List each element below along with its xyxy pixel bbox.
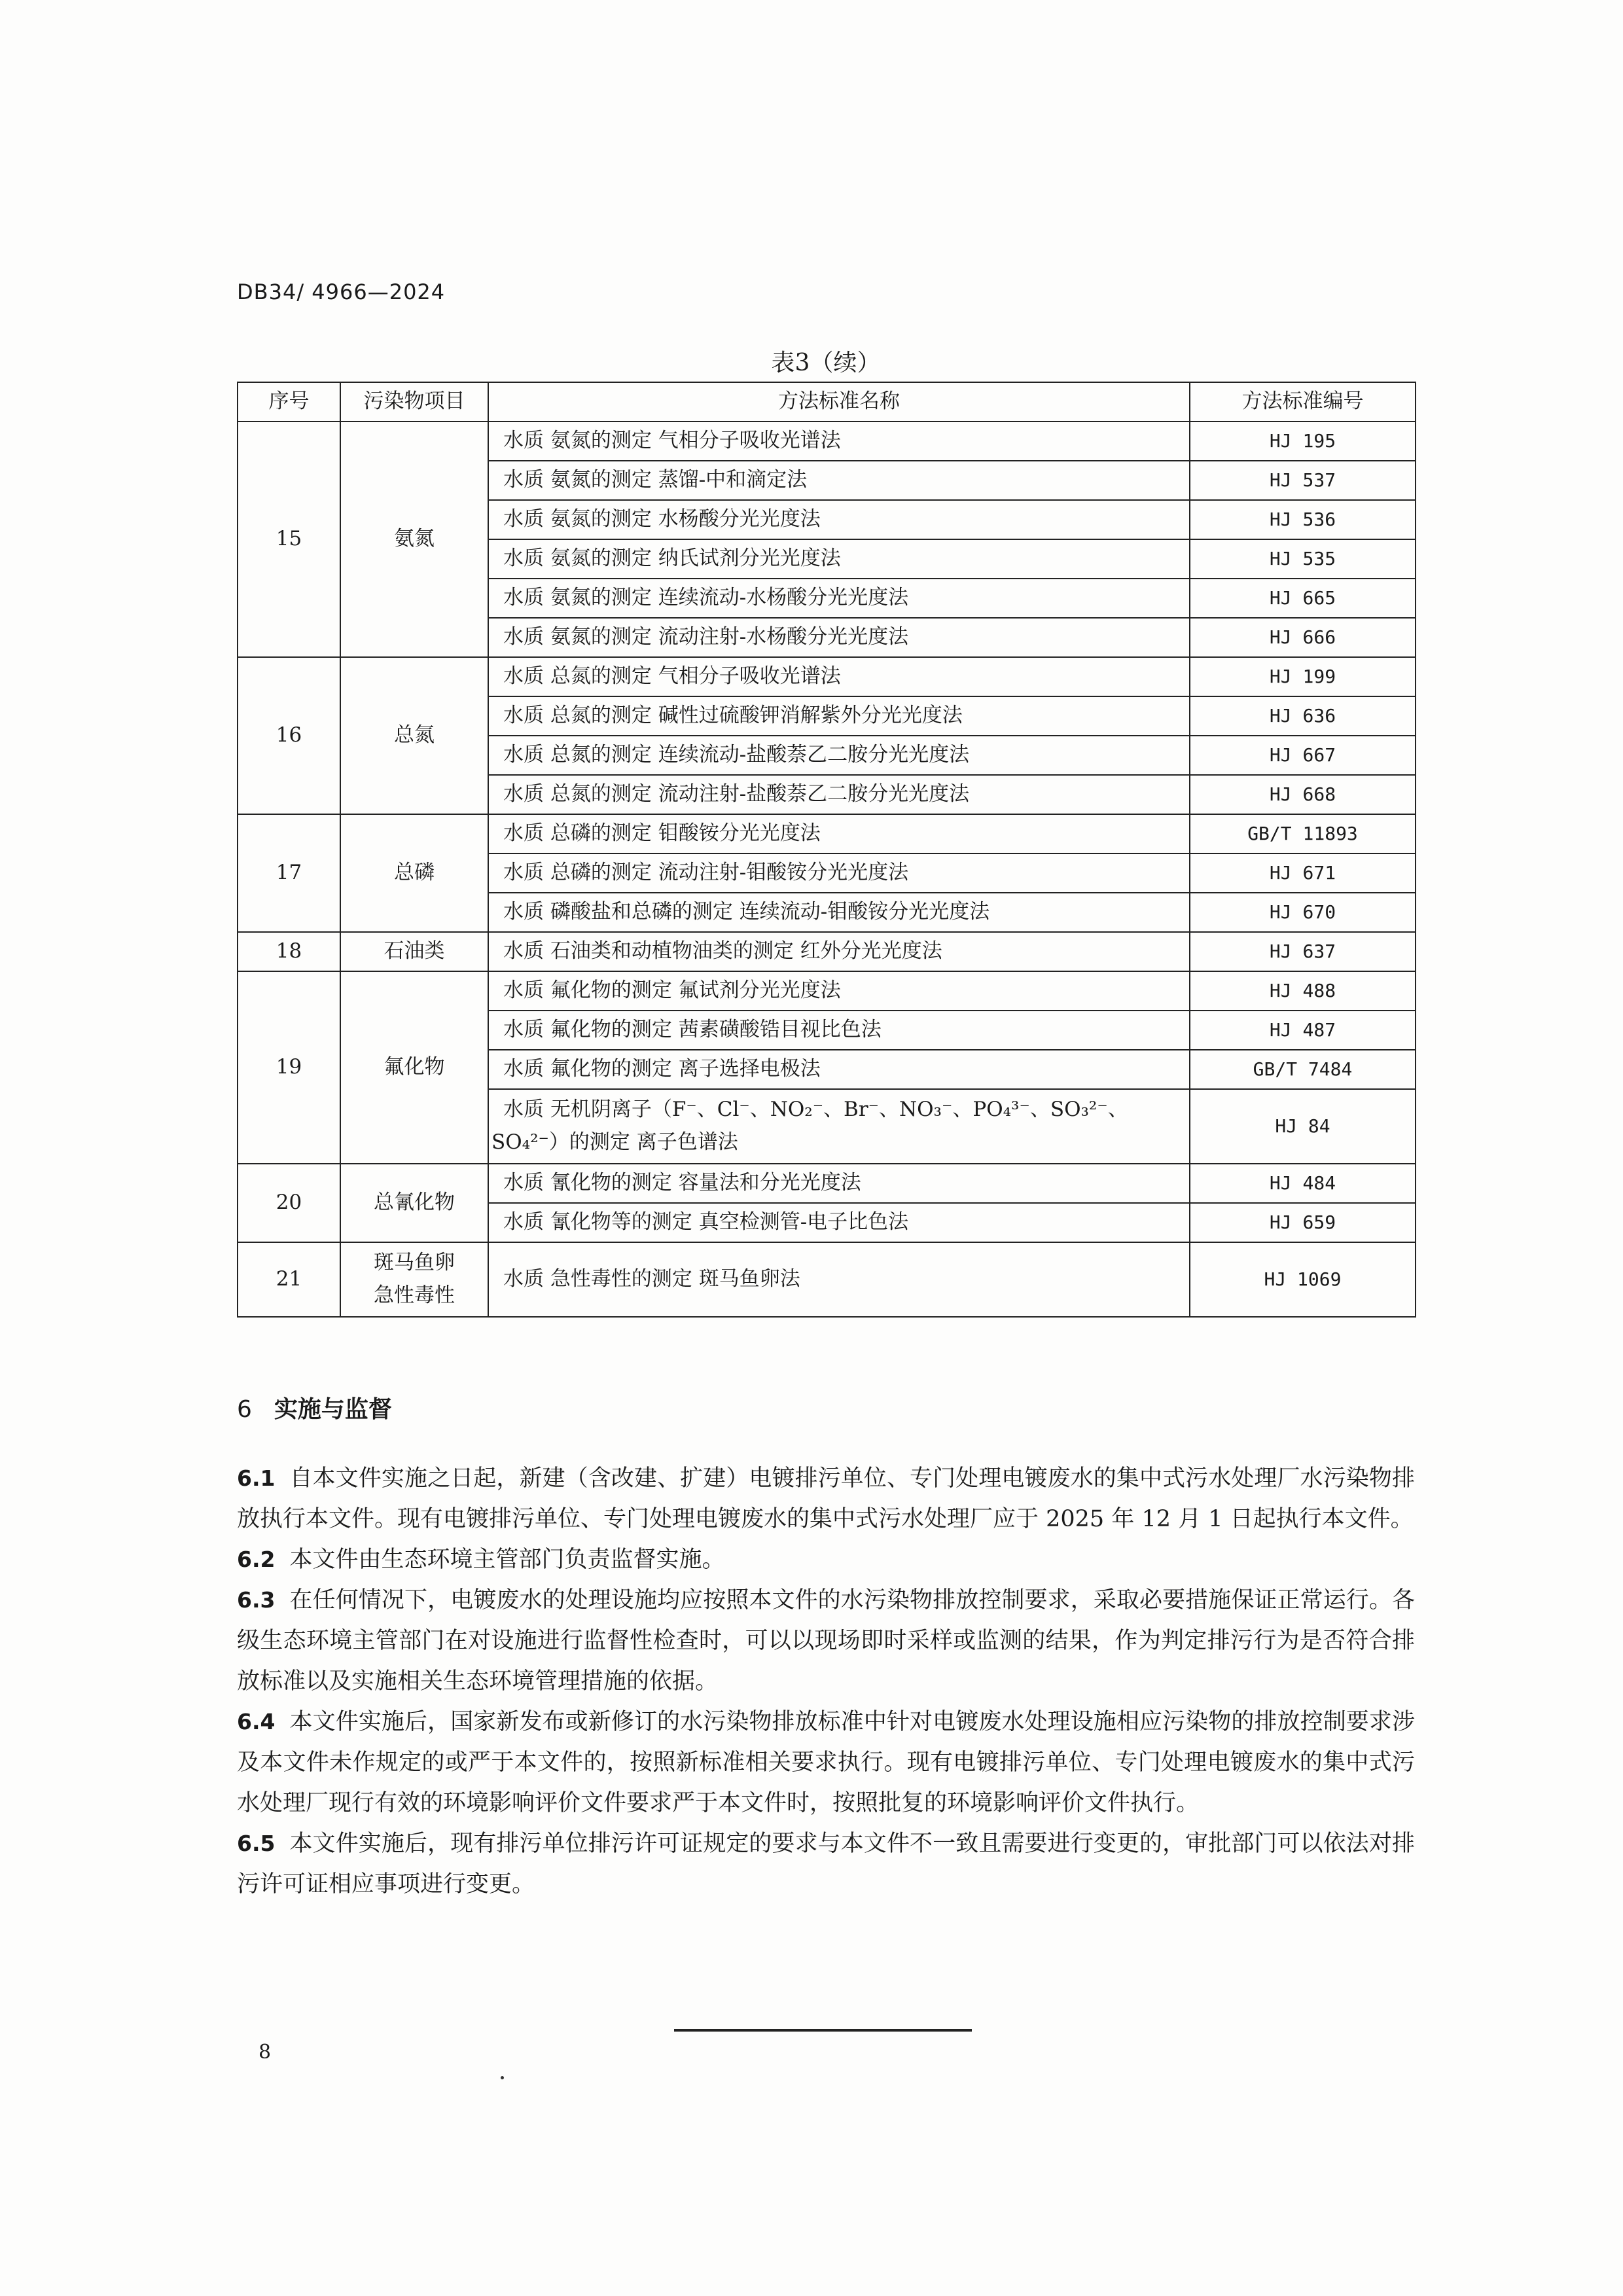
- pollutant-item-cell: 总氮: [340, 657, 488, 814]
- table-body: [238, 422, 1416, 1317]
- method-code-cell: HJ 487: [1190, 1011, 1416, 1050]
- clause: [237, 1702, 1415, 1823]
- method-code-cell: HJ 666: [1190, 618, 1416, 657]
- clause-list: [237, 1458, 1415, 1905]
- table-row: [238, 1242, 1416, 1317]
- column-header-code: 方法标准编号: [1190, 382, 1416, 422]
- method-name-cell: 水质 无机阴离子（F⁻、Cl⁻、NO₂⁻、Br⁻、NO₃⁻、PO₄³⁻、SO₃²⁻、SO₄²⁻）的测定 离子色谱法: [488, 1089, 1190, 1164]
- section-heading: [237, 1391, 392, 1424]
- table-row: [238, 932, 1416, 971]
- serial-number-cell: 17: [238, 814, 340, 932]
- method-code-cell: HJ 537: [1190, 461, 1416, 500]
- clause-text: 在任何情况下，电镀废水的处理设施均应按照本文件的水污染物排放控制要求，采取必要措施保证正常运行。各级生态环境主管部门在对设施进行监督性检查时，可以以现场即时采样或监测的结果，作为判定排污行为是否符合排放标准以及实施相关生态环境管理措施的依据。: [237, 1587, 1415, 1695]
- table-row: [238, 971, 1416, 1011]
- method-name-cell: 水质 氰化物的测定 容量法和分光光度法: [488, 1164, 1190, 1203]
- clause: [237, 1823, 1415, 1905]
- table-title: 表3（续）: [771, 350, 881, 376]
- clause-text: 本文件实施后，国家新发布或新修订的水污染物排放标准中针对电镀废水处理设施相应污染物的排放控制要求涉及本文件未作规定的或严于本文件的，按照新标准相关要求执行。现有电镀排污单位、专门处理电镀废水的集中式污水处理厂现行有效的环境影响评价文件要求严于本文件时，按照批复的环境影响评价文件执行。: [237, 1709, 1415, 1816]
- method-name-cell: 水质 急性毒性的测定 斑马鱼卵法: [488, 1242, 1190, 1317]
- clause-text: 本文件由生态环境主管部门负责监督实施。: [289, 1547, 725, 1573]
- method-code-cell: GB/T 11893: [1190, 814, 1416, 853]
- method-name-cell: 水质 总氮的测定 碱性过硫酸钾消解紫外分光光度法: [488, 696, 1190, 736]
- pollutant-item-cell: 斑马鱼卵急性毒性: [340, 1242, 488, 1317]
- serial-number-cell: 18: [238, 932, 340, 971]
- method-code-cell: HJ 536: [1190, 500, 1416, 539]
- serial-number-cell: 21: [238, 1242, 340, 1317]
- method-name-cell: 水质 氰化物等的测定 真空检测管-电子比色法: [488, 1203, 1190, 1242]
- method-code-cell: HJ 668: [1190, 775, 1416, 814]
- clause-text: 自本文件实施之日起，新建（含改建、扩建）电镀排污单位、专门处理电镀废水的集中式污水处理厂水污染物排放执行本文件。现有电镀排污单位、专门处理电镀废水的集中式污水处理厂应于 2025 年 12 月 1 日起执行本文件。: [237, 1465, 1415, 1532]
- table-row: [238, 657, 1416, 696]
- pollutant-item-cell: 总氰化物: [340, 1164, 488, 1242]
- method-standards-table: [237, 382, 1416, 1318]
- method-code-cell: HJ 667: [1190, 736, 1416, 775]
- document-code: DB34/ 4966—2024: [237, 279, 446, 304]
- column-header-no: 序号: [238, 382, 340, 422]
- method-code-cell: HJ 636: [1190, 696, 1416, 736]
- method-code-cell: HJ 488: [1190, 971, 1416, 1011]
- method-name-cell: 水质 氟化物的测定 茜素磺酸锆目视比色法: [488, 1011, 1190, 1050]
- serial-number-cell: 20: [238, 1164, 340, 1242]
- clause-number: 6.2: [237, 1547, 276, 1572]
- method-name-cell: 水质 总氮的测定 流动注射-盐酸萘乙二胺分光光度法: [488, 775, 1190, 814]
- table-row: [238, 422, 1416, 461]
- method-code-cell: HJ 665: [1190, 579, 1416, 618]
- table-row: [238, 1164, 1416, 1203]
- method-name-cell: 水质 总氮的测定 连续流动-盐酸萘乙二胺分光光度法: [488, 736, 1190, 775]
- method-code-cell: HJ 1069: [1190, 1242, 1416, 1317]
- method-name-cell: 水质 氟化物的测定 离子选择电极法: [488, 1050, 1190, 1089]
- method-name-cell: 水质 氨氮的测定 蒸馏-中和滴定法: [488, 461, 1190, 500]
- method-name-cell: 水质 总磷的测定 流动注射-钼酸铵分光光度法: [488, 853, 1190, 893]
- method-code-cell: HJ 637: [1190, 932, 1416, 971]
- method-name-cell: 水质 总磷的测定 钼酸铵分光光度法: [488, 814, 1190, 853]
- method-code-cell: HJ 670: [1190, 893, 1416, 932]
- method-code-cell: HJ 195: [1190, 422, 1416, 461]
- serial-number-cell: 15: [238, 422, 340, 657]
- table-row: [238, 814, 1416, 853]
- method-code-cell: HJ 671: [1190, 853, 1416, 893]
- method-code-cell: HJ 535: [1190, 539, 1416, 579]
- serial-number-cell: 19: [238, 971, 340, 1164]
- column-header-item: 污染物项目: [340, 382, 488, 422]
- method-name-cell: 水质 氨氮的测定 水杨酸分光光度法: [488, 500, 1190, 539]
- method-code-cell: HJ 484: [1190, 1164, 1416, 1203]
- method-name-cell: 水质 氨氮的测定 连续流动-水杨酸分光光度法: [488, 579, 1190, 618]
- method-code-cell: HJ 199: [1190, 657, 1416, 696]
- pollutant-item-cell: 氨氮: [340, 422, 488, 657]
- page-number: 8: [259, 2041, 272, 2064]
- method-code-cell: GB/T 7484: [1190, 1050, 1416, 1089]
- serial-number-cell: 16: [238, 657, 340, 814]
- method-name-cell: 水质 总氮的测定 气相分子吸收光谱法: [488, 657, 1190, 696]
- clause: [237, 1580, 1415, 1702]
- method-name-cell: 水质 氨氮的测定 流动注射-水杨酸分光光度法: [488, 618, 1190, 657]
- clause-number: 6.3: [237, 1587, 276, 1613]
- method-code-cell: HJ 659: [1190, 1203, 1416, 1242]
- scan-dot-mark: [501, 2076, 504, 2079]
- method-name-cell: 水质 氨氮的测定 纳氏试剂分光光度法: [488, 539, 1190, 579]
- pollutant-item-cell: 石油类: [340, 932, 488, 971]
- clause-number: 6.4: [237, 1709, 276, 1734]
- clause: [237, 1458, 1415, 1539]
- method-name-cell: 水质 氟化物的测定 氟试剂分光光度法: [488, 971, 1190, 1011]
- method-code-cell: HJ 84: [1190, 1089, 1416, 1164]
- table-header-row: [238, 382, 1416, 422]
- section-number: 6: [237, 1396, 252, 1423]
- clause-text: 本文件实施后，现有排污单位排污许可证规定的要求与本文件不一致且需要进行变更的，审批部门可以依法对排污许可证相应事项进行变更。: [237, 1831, 1415, 1897]
- pollutant-item-cell: 氟化物: [340, 971, 488, 1164]
- method-name-cell: 水质 石油类和动植物油类的测定 红外分光光度法: [488, 932, 1190, 971]
- column-header-method: 方法标准名称: [488, 382, 1190, 422]
- section-title: 实施与监督: [274, 1396, 392, 1423]
- clause: [237, 1539, 1415, 1580]
- footer-rule: [674, 2029, 972, 2032]
- clause-number: 6.5: [237, 1831, 276, 1856]
- pollutant-item-cell: 总磷: [340, 814, 488, 932]
- clause-number: 6.1: [237, 1465, 276, 1491]
- method-name-cell: 水质 磷酸盐和总磷的测定 连续流动-钼酸铵分光光度法: [488, 893, 1190, 932]
- method-name-cell: 水质 氨氮的测定 气相分子吸收光谱法: [488, 422, 1190, 461]
